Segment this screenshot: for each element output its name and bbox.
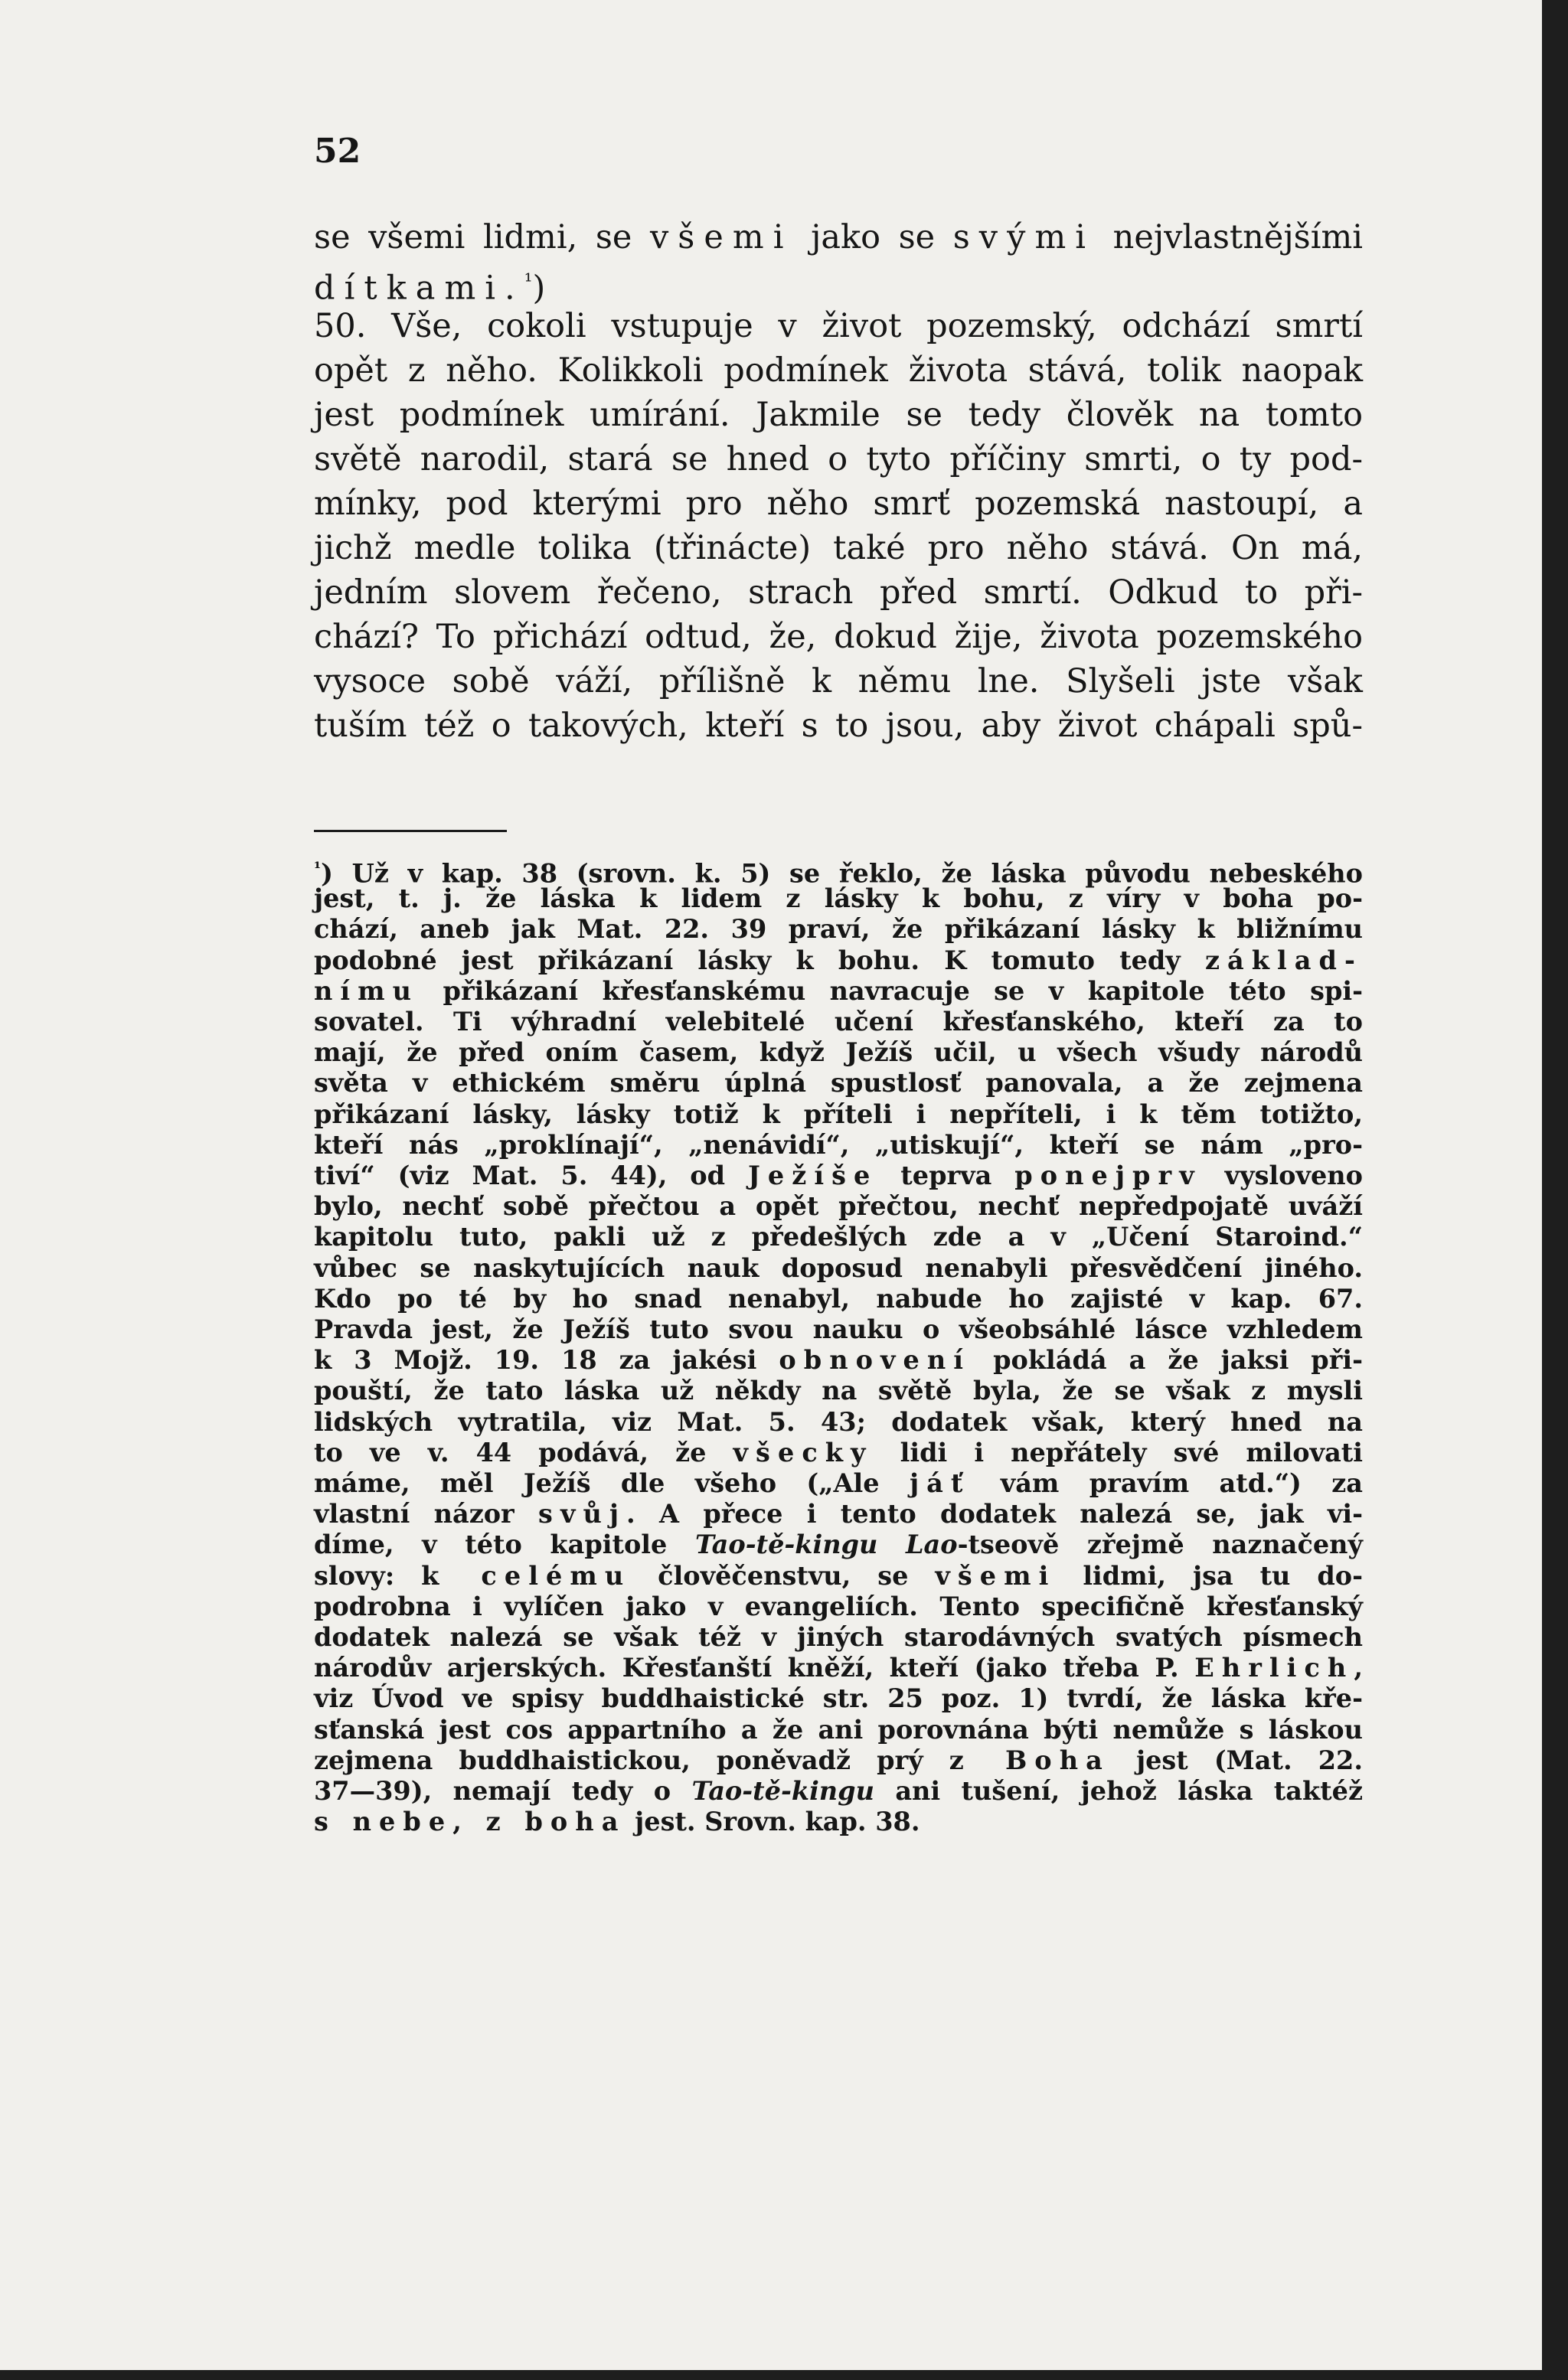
footnote-text: to ve v. 44 podává, že <box>314 1437 733 1468</box>
footnote-text: z Boha <box>949 1745 1110 1775</box>
body-line <box>314 348 1363 393</box>
footnote-text: lidských vytratila, viz Mat. 5. 43; dodatek však, který hned na <box>314 1406 1363 1437</box>
footnote-line <box>314 1222 1363 1252</box>
footnote-text: bylo, nechť sobě přečtou a opět přečtou, nechť nepředpojatě uváží <box>314 1191 1363 1222</box>
footnote-text: všecky <box>733 1437 874 1468</box>
footnote-text: Ehrlich <box>1194 1653 1354 1683</box>
footnote-line <box>314 883 1363 914</box>
footnote-text: jest, t. j. že láska k lidem z lásky k bohu, z víry v boha po- <box>314 883 1363 914</box>
footnote-line <box>314 1622 1363 1653</box>
body-line <box>314 482 1363 526</box>
footnote-text: k 3 Mojž. 19. 18 za jakési <box>314 1345 779 1376</box>
footnote-text: ) Už v kap. 38 (srovn. k. 5) se řeklo, že láska původu nebeského <box>321 858 1363 889</box>
footnote-text: chází, aneb jak Mat. 22. 39 praví, že přikázaní lásky k bližnímu <box>314 914 1363 945</box>
footnote-line <box>314 1683 1363 1714</box>
footnote-line <box>314 1499 1363 1530</box>
footnote-text: tiví“ (viz Mat. 5. 44), od <box>314 1161 748 1190</box>
footnote-line <box>314 1807 920 1837</box>
footnote-line <box>314 1099 1363 1130</box>
footnote-text: k celému <box>421 1560 632 1591</box>
footnote-text: slovy: <box>314 1560 422 1591</box>
body-text: jest podmínek umírání. Jakmile se tedy člověk na tomto <box>314 396 1363 434</box>
footnote-line <box>314 1068 1363 1099</box>
footnote-text: národův arjerských. Křesťanští kněží, kteří (jako třeba P. <box>314 1653 1195 1683</box>
footnote-text: obnovení <box>779 1345 972 1376</box>
footnote-text: pouští, že tato láska už někdy na světě byla, že se však z mysli <box>314 1376 1363 1406</box>
footnote-line <box>314 1653 1363 1683</box>
body-text: opět z něho. Kolikkoli podmínek života stává, tolik naopak <box>314 351 1363 390</box>
footnote-text: sovatel. Ti výhradní velebitelé učení křesťanského, kteří za to <box>314 1007 1363 1037</box>
body-text: mínky, pod kterými pro něho smrť pozemská nastoupí, a <box>314 485 1363 523</box>
footnote-line <box>314 1561 1363 1592</box>
footnote-line <box>314 1253 1363 1284</box>
body-text: jichž medle tolika (třinácte) také pro něho stává. On má, <box>314 529 1363 567</box>
footnote-line <box>314 1468 1363 1499</box>
body-text: ) <box>532 269 546 308</box>
footnote-text: vůbec se naskytujících nauk doposud nenabyli přesvědčení jiného. <box>314 1252 1363 1283</box>
body-line <box>314 215 1363 260</box>
footnote-text: zejmena buddhaistickou, poněvadž prý <box>314 1745 949 1775</box>
body-text: vysoce sobě váží, přílišně k němu lne. Slyšeli jste však <box>314 662 1363 700</box>
footnote-line <box>314 1776 1363 1807</box>
body-line <box>314 615 1363 659</box>
footnote-line <box>314 1161 1363 1191</box>
footnote-line <box>314 1345 1363 1376</box>
footnote-text: svůj <box>538 1499 627 1530</box>
footnote-text: díme, v této kapitole <box>314 1530 695 1560</box>
footnote-text: lidmi, jsa tu do- <box>1056 1560 1364 1591</box>
footnote-text: jest. Srovn. kap. 38. <box>626 1807 920 1837</box>
footnote-text: jest (Mat. 22. <box>1109 1745 1363 1775</box>
footnote-text: sťanská jest cos appartního a že ani porovnána býti nemůže s láskou <box>314 1714 1363 1745</box>
footnote-text: lidi i nepřátely své milovati <box>873 1437 1363 1468</box>
body-text: nejvlastnějšími <box>1095 218 1364 256</box>
footnote-separator <box>314 830 507 832</box>
footnote-text: máme, měl Ježíš dle všeho („Ale <box>314 1468 910 1498</box>
page-number: 52 <box>314 132 361 171</box>
footnote-text: kapitolu tuto, pakli už z předešlých zde a v „Učení Staroind.“ <box>314 1222 1363 1252</box>
body-line <box>314 570 1363 615</box>
footnote-line <box>314 976 1363 1007</box>
footnote-text: vysloveno <box>1201 1161 1363 1190</box>
footnote-text: jáť <box>909 1468 971 1498</box>
footnote-line <box>314 1376 1363 1406</box>
footnote-line <box>314 1407 1363 1438</box>
footnote-text: viz Úvod ve spisy buddhaistické str. 25 poz. 1) tvrdí, že láska kře- <box>314 1683 1363 1714</box>
footnote-line <box>314 1715 1363 1745</box>
footnote-text: všemi <box>935 1560 1057 1591</box>
footnote-line <box>314 1314 1363 1345</box>
footnote-text: Ježíše <box>747 1161 878 1190</box>
footnote-text: dodatek nalezá se však též v jiných starodávných svatých písmech <box>314 1622 1363 1652</box>
footnote-line <box>314 1745 1363 1776</box>
body-line <box>314 659 1363 704</box>
footnote-line <box>314 1191 1363 1222</box>
footnote-line <box>314 1130 1363 1161</box>
footnote-text: světa v ethickém směru úplná spustlosť panovala, a že zejmena <box>314 1068 1363 1099</box>
footnote-line <box>314 1592 1363 1622</box>
footnote-text: ponejprv <box>1014 1161 1202 1190</box>
footnote-line <box>314 1007 1363 1037</box>
footnote-text: Tao-tě-kingu <box>691 1776 874 1806</box>
body-text: jedním slovem řečeno, strach před smrtí. Odkud to při- <box>314 573 1363 612</box>
footnote-text: podobné jest přikázaní lásky k bohu. K tomuto tedy <box>314 945 1205 975</box>
body-text: se všemi lidmi, se <box>314 218 650 256</box>
footnote-text: přikázaní křesťanskému navracuje se v kapitole této spi- <box>419 975 1363 1006</box>
body-line <box>314 393 1363 437</box>
footnote-text: člověčenstvu, se <box>631 1560 936 1591</box>
body-text: světě narodil, stará se hned o tyto příčiny smrti, o ty pod- <box>314 440 1363 478</box>
footnote-text: Kdo po té by ho snad nenabyl, nabude ho zajisté v kap. 67. <box>314 1283 1363 1314</box>
body-text: všemi <box>649 218 793 256</box>
footnote-text: Tao-tě-kingu Lao <box>694 1530 958 1560</box>
body-text: chází? To přichází odtud, že, dokud žije, života pozemského <box>314 618 1363 656</box>
footnote-line <box>314 1284 1363 1314</box>
body-line <box>314 304 1363 348</box>
footnote-text: vlastní názor <box>314 1499 539 1530</box>
body-text: dítkami. <box>314 269 524 308</box>
footnote-line <box>314 1438 1363 1468</box>
footnote-line <box>314 1530 1363 1560</box>
footnote-text: Pravda jest, že Ježíš tuto svou nauku o všeobsáhlé lásce vzhledem <box>314 1314 1363 1344</box>
footnote-text: ani tušení, jehož láska taktéž <box>874 1776 1363 1806</box>
body-text: svými <box>952 218 1096 256</box>
footnote-text: podrobna i vylíčen jako v evangeliích. Tento specifičně křesťanský <box>314 1591 1363 1621</box>
footnote-line <box>314 1037 1363 1068</box>
footnote-line <box>314 914 1363 945</box>
body-line <box>314 437 1363 482</box>
footnote-text: mají, že před oním časem, když Ježíš učil, u všech všudy národů <box>314 1037 1363 1068</box>
body-text: ¹ <box>524 269 533 293</box>
footnote-text: vám pravím atd.“) za <box>970 1468 1363 1498</box>
body-line <box>314 260 545 311</box>
body-text: tuším též o takových, kteří s to jsou, aby život chápali spů- <box>314 707 1363 745</box>
footnote-text: teprva <box>877 1161 1015 1190</box>
body-line <box>314 526 1363 570</box>
footnote-text: , <box>1354 1653 1363 1683</box>
footnote-text: ¹ <box>314 858 322 877</box>
footnote-text: přikázaní lásky, lásky totiž k příteli i nepříteli, i k těm totižto, <box>314 1099 1363 1129</box>
body-text: jako se <box>792 218 953 256</box>
footnote-line <box>314 945 1363 976</box>
footnote-text: nímu <box>314 975 420 1006</box>
body-text: 50. Vše, cokoli vstupuje v život pozemský, odchází smrtí <box>314 307 1363 345</box>
footnote-text: kteří nás „proklínají“, „nenávidí“, „utiskují“, kteří se nám „pro- <box>314 1129 1363 1160</box>
footnote-text: -tseově zřejmě naznačený <box>957 1530 1363 1560</box>
footnote-text: . A přece i tento dodatek nalezá se, jak vi- <box>626 1499 1363 1530</box>
footnote-text: pokládá a že jaksi při- <box>971 1345 1363 1376</box>
body-line <box>314 704 1363 748</box>
footnote-text: s nebe, z boha <box>314 1807 626 1837</box>
footnote-text: 37—39), nemají tedy o <box>314 1776 692 1806</box>
footnote-text: základ- <box>1204 945 1363 975</box>
